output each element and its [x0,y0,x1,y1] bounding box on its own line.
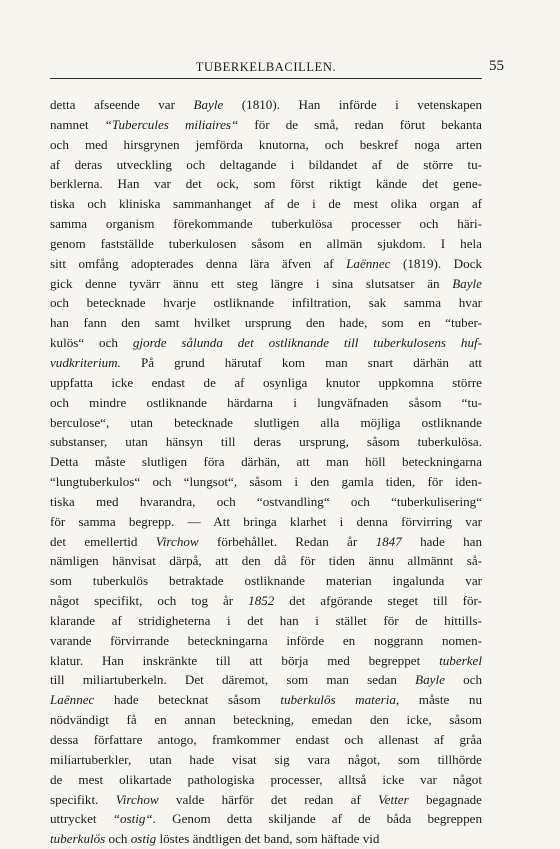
text-segment: och [105,831,131,847]
italic-text: vudkriterium. [50,354,121,370]
text-line [50,571,482,591]
text-line [50,809,482,829]
text-line [50,95,482,115]
italic-text: Bayle [193,97,224,112]
text-segment: och mindre ostliknande härdarna i lungväfnaden såsom “tu- [50,394,482,410]
italic-text: Laënnec [50,692,95,708]
italic-text: tuberkulös [50,831,106,847]
text-segment: “lungtuberkulos“ och “lungsot“, såsom i den gamla tiden, för iden- [50,474,482,490]
text-segment: sitt omfång adopterades denna lära äfven af [50,255,347,271]
text-segment: (1819). Dock [390,255,482,271]
text-segment: specifikt. [50,791,116,807]
text-line [50,234,482,254]
text-segment: det emellertid [50,533,156,549]
italic-text: “ostig“. [112,811,156,827]
running-header [50,58,504,80]
text-line [50,750,482,770]
italic-text: tuberkulös materia, [280,692,400,708]
text-segment: nödvändigt få en annan beteckning, emedan den icke, såsom [50,712,482,728]
text-segment: berculose“, utan betecknade slutligen alla möjliga ostliknande [50,414,482,430]
page-number: 55 [489,58,504,74]
text-segment: som tuberkulös betraktade ostliknande materian ingalunda var [50,573,482,589]
italic-text: gjorde sålunda det ostliknande till tuberkulosens huf- [132,335,482,351]
text-line [50,293,482,313]
text-segment: för de små, redan förut bekanta [238,116,482,132]
text-segment: förbehållet. Redan år [198,533,376,549]
text-line [50,274,482,294]
text-segment: klatur. Han inskränkte till att börja med begreppet [50,652,440,668]
text-line [50,353,482,373]
text-line [50,472,482,492]
italic-text: Bayle [452,275,482,291]
text-segment: valde härför det redan af [158,791,379,807]
text-line [50,432,482,452]
text-line [50,373,482,393]
text-segment: tiska med hvarandra, och “ostvandling“ och “tuberkulisering“ [50,493,482,509]
italic-text: Vetter [378,791,409,807]
italic-text: Laënnec [346,255,391,271]
italic-text: 1847 [375,533,402,549]
text-segment: detta afseende var [50,97,194,112]
text-line [50,651,482,671]
text-segment: tiska och kliniska sammanhanget af de i de mest olika organ af [50,196,482,212]
text-line [50,333,482,353]
text-line [50,532,482,552]
text-segment: hade betecknat såsom [94,692,281,708]
text-line [50,790,482,810]
text-segment: för samma begrepp. — Att bringa klarhet i denna förvirring var [50,513,482,529]
text-line [50,730,482,750]
text-segment: samma organism förekommande tuberkulösa processer och häri- [50,216,482,232]
text-segment: substanser, utan hänsyn till deras ursprung, såsom tuberkulösa. [50,434,482,450]
text-segment: berklerna. Han var det ock, som först riktigt kände det gene- [50,176,482,192]
text-segment: nämligen hänvisat därpå, att den då för tiden ännu allmännt så- [50,553,482,569]
text-segment: gick denne tyvärr ännu ett steg längre i sina slutsatser än [50,275,453,291]
text-line [50,551,482,571]
body-text [50,95,482,849]
text-segment: uttrycket [50,811,113,827]
text-line [50,591,482,611]
text-line [50,313,482,333]
text-segment: namnet [50,116,105,132]
text-segment: hade han [401,533,483,549]
text-line [50,829,482,849]
text-segment: klarande af stridigheterna i det han i stället för de hittills- [50,612,482,628]
text-segment: kulös“ och [50,335,133,351]
text-segment: På grund härutaf kom man snart därhän att [120,354,482,370]
text-line [50,194,482,214]
text-segment: dessa författare antogo, framkommer endast och allenast af gråa [50,732,482,747]
italic-text: ostig [130,831,157,847]
text-line [50,670,482,690]
italic-text: 1852 [248,593,275,609]
text-segment: och betecknade hvarje ostliknande infiltration, sak samma hvar [50,295,482,311]
text-segment: genom fastställde tuberkulosen såsom en allmän sjukdom. I hela [50,235,482,251]
text-line [50,770,482,790]
text-segment: varande förvirrande beteckningarna införde en noggrann nomen- [50,632,482,648]
text-segment: och [444,672,482,688]
text-segment: Detta måste slutligen föra därhän, att man höll beteckningarna [50,454,482,470]
text-line [50,393,482,413]
text-line [50,214,482,234]
running-title: TUBERKELBACILLEN. [195,60,337,74]
text-segment: han fann den samt hvilket ursprung den hade, som en “tuber- [50,315,482,331]
text-segment: de mest olikartade pathologiska processer, alltså icke var något [50,771,482,787]
text-segment: miliartuberkler, utan hade visat sig vara något, som tillhörde [50,751,482,767]
text-segment: det afgörande steget till för- [274,593,482,609]
text-line [50,452,482,472]
text-segment: begagnade [408,791,482,807]
text-line [50,135,482,155]
text-segment: och med hirsgrynen jemförda knutorna, och beskref noga arten [50,136,482,152]
text-line [50,492,482,512]
header-rule [50,78,482,79]
italic-text: Virchow [155,533,199,549]
text-line [50,631,482,651]
text-line [50,690,482,710]
text-line [50,512,482,532]
text-line [50,611,482,631]
text-line [50,254,482,274]
text-segment: (1810). Han införde i vetenskapen [223,97,482,112]
text-segment: af deras utveckling och deltagande i bildandet af de större tu- [50,156,482,172]
text-line [50,155,482,175]
italic-text: “Tubercules miliaires“ [104,116,239,132]
text-segment: Genom detta skiljande af de båda begreppen [156,811,482,827]
text-segment: löstes ändtligen det band, som häftade vid [156,831,380,847]
italic-text: Bayle [415,672,445,688]
text-line [50,413,482,433]
text-segment: måste nu [399,692,482,708]
text-line [50,115,482,135]
text-segment: uppfatta icke endast de af osynliga knutor uppkomna större [50,374,482,390]
text-line [50,710,482,730]
text-segment: något specifikt, och tog år [50,593,249,609]
text-segment: till miliartuberkeln. Det däremot, som man sedan [50,672,416,688]
text-line [50,174,482,194]
italic-text: Virchow [115,791,159,807]
italic-text: tuberkel [439,652,482,668]
